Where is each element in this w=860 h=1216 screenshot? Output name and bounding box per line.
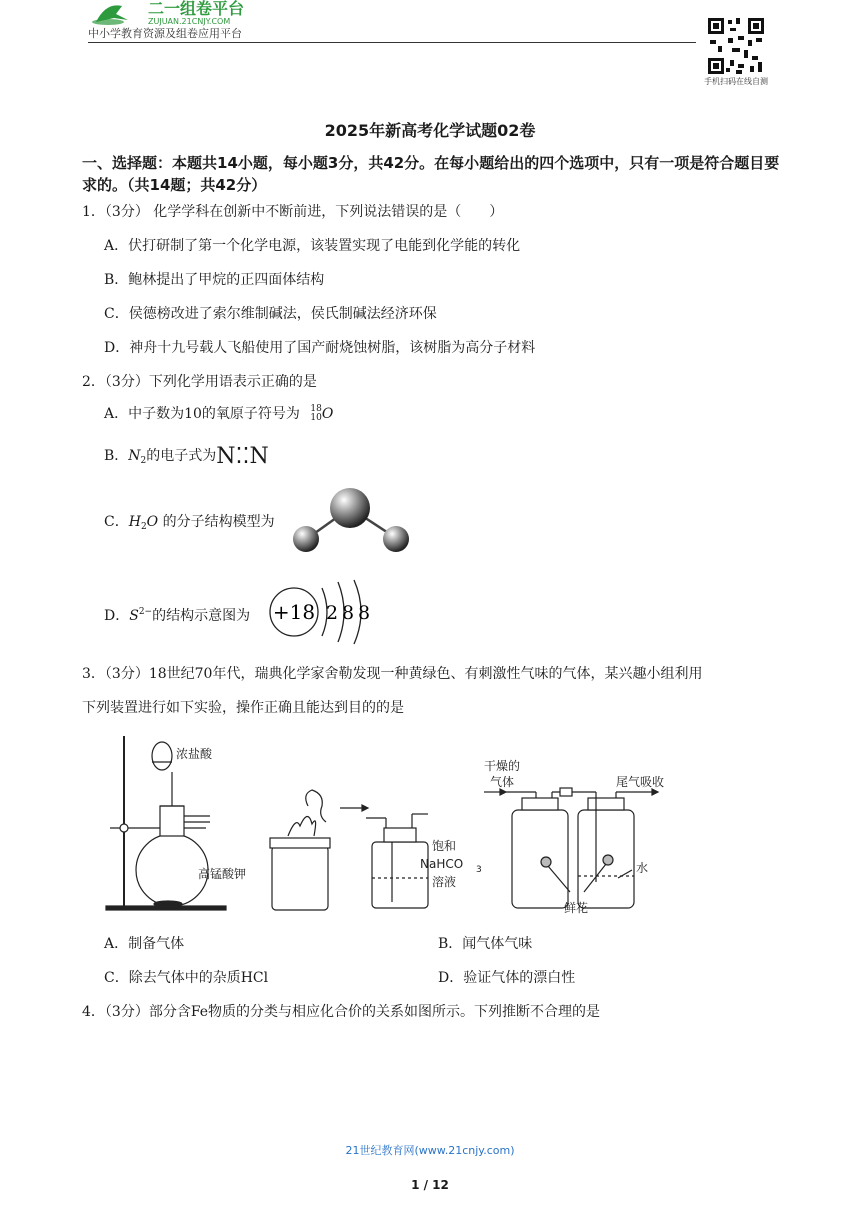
- q2-option-a[interactable]: [104, 404, 333, 424]
- label-water: 水: [636, 861, 649, 875]
- water-molecule-model: [288, 484, 414, 554]
- q3-option-b[interactable]: B．闻气体气味: [438, 936, 533, 952]
- q2-c-sub: 2: [140, 522, 147, 532]
- platform-name: 中小学教育资源及组卷应用平台: [88, 27, 242, 40]
- q2-d-charge: 2−: [138, 607, 153, 617]
- shell-2-electrons: 8: [341, 602, 355, 624]
- label-nahco3: NaHCO: [420, 857, 464, 871]
- label-flower: 鲜花: [564, 901, 589, 915]
- label-saturated: 饱和: [432, 839, 457, 853]
- q1-option-c[interactable]: C．侯德榜改进了索尔维制碱法，侯氏制碱法经济环保: [104, 306, 437, 322]
- q1-stem: 1．（3分） 化学学科在创新中不断前进，下列说法错误的是（ ）: [82, 204, 504, 220]
- label-dry-gas-1: 干燥的: [484, 759, 521, 773]
- oxygen-atom: [330, 488, 370, 528]
- atomic-number: 10: [310, 413, 322, 423]
- q2-b-label: B．: [104, 448, 129, 464]
- q2-d-ion: S: [129, 608, 139, 624]
- qr-code[interactable]: [706, 16, 766, 76]
- q1-option-d[interactable]: D．神舟十九号载人飞船使用了国产耐烧蚀树脂，该树脂为高分子材料: [104, 340, 536, 356]
- q2-d-label: D．: [104, 608, 130, 624]
- q4-stem: 4．（3分）部分含Fe物质的分类与相应化合价的关系如图所示。下列推断不合理的是: [82, 1004, 601, 1020]
- q3-option-a[interactable]: A．制备气体: [104, 936, 185, 952]
- nucleus-charge: +18: [272, 600, 316, 624]
- logo-text: 二一组卷平台: [148, 0, 245, 18]
- mass-number: 18: [310, 404, 322, 414]
- paper-title: 2025年新高考化学试题02卷: [324, 121, 536, 140]
- q3-option-d[interactable]: D．验证气体的漂白性: [438, 970, 576, 986]
- label-solution: 溶液: [432, 875, 457, 889]
- q3-stem-line1: 3．（3分）18世纪70年代，瑞典化学家舍勒发现一种黄绿色、有刺激性气味的气体，某兴趣小组利用: [82, 666, 703, 682]
- footer-link[interactable]: 21世纪教育网(www.21cnjy.com): [345, 1144, 515, 1157]
- q2-option-b[interactable]: [104, 446, 269, 471]
- q2-c-label: C．: [104, 514, 129, 530]
- q2-d-text: 的结构示意图为: [152, 608, 251, 624]
- shell-1-electrons: 2: [325, 602, 339, 624]
- q2-b-sub: 2: [140, 456, 147, 466]
- platform-logo: [88, 0, 288, 28]
- section-heading: 一、选择题：本题共14小题，每小题3分，共42分。在每小题给出的四个选项中，只有一项是符合题目要求的。（共14题；共42分）: [82, 154, 780, 194]
- label-nahco3-sub: 3: [476, 865, 482, 875]
- label-dry-gas-2: 气体: [490, 775, 515, 789]
- q2-c-text: 的分子结构模型为: [158, 514, 275, 530]
- qr-caption: 手机扫码在线自测: [704, 77, 768, 86]
- label-kmno4: 高锰酸钾: [198, 867, 247, 881]
- q1-option-b[interactable]: B．鲍林提出了甲烷的正四面体结构: [104, 272, 325, 288]
- header-divider: [88, 42, 696, 43]
- q2-a-text: A．中子数为10的氧原子符号为: [104, 406, 300, 422]
- q3-stem-line2: 下列装置进行如下实验，操作正确且能达到目的的是: [82, 700, 404, 716]
- q3-apparatus-figure: [96, 732, 676, 920]
- shell-3-electrons: 8: [357, 602, 371, 624]
- label-tail-gas: 尾气吸收: [616, 775, 665, 789]
- sulfide-structure-diagram: [266, 576, 376, 648]
- hydrogen-atom: [293, 526, 319, 552]
- q3-option-c[interactable]: C．除去气体中的杂质HCl: [104, 970, 269, 986]
- q1-option-a[interactable]: A．伏打研制了第一个化学电源，该装置实现了电能到化学能的转化: [104, 238, 521, 254]
- electron-dot-formula: N⁚⁚N: [216, 444, 269, 469]
- q2-b-formula: N: [128, 448, 141, 464]
- page-number: 1 / 12: [411, 1178, 449, 1192]
- q2-option-c[interactable]: [104, 512, 275, 537]
- q2-c-o: O: [146, 514, 159, 530]
- label-conc-hcl: 浓盐酸: [176, 747, 213, 761]
- q2-a-nuclide: [310, 405, 321, 423]
- q2-c-formula: H: [128, 514, 141, 530]
- oxygen-symbol: O: [321, 406, 334, 422]
- q2-option-d[interactable]: [104, 602, 250, 626]
- logo-sub: ZUJUAN.21CNJY.COM: [148, 17, 231, 26]
- q2-b-text: 的电子式为: [146, 448, 217, 464]
- hydrogen-atom: [383, 526, 409, 552]
- q2-stem: 2．（3分）下列化学用语表示正确的是: [82, 374, 317, 390]
